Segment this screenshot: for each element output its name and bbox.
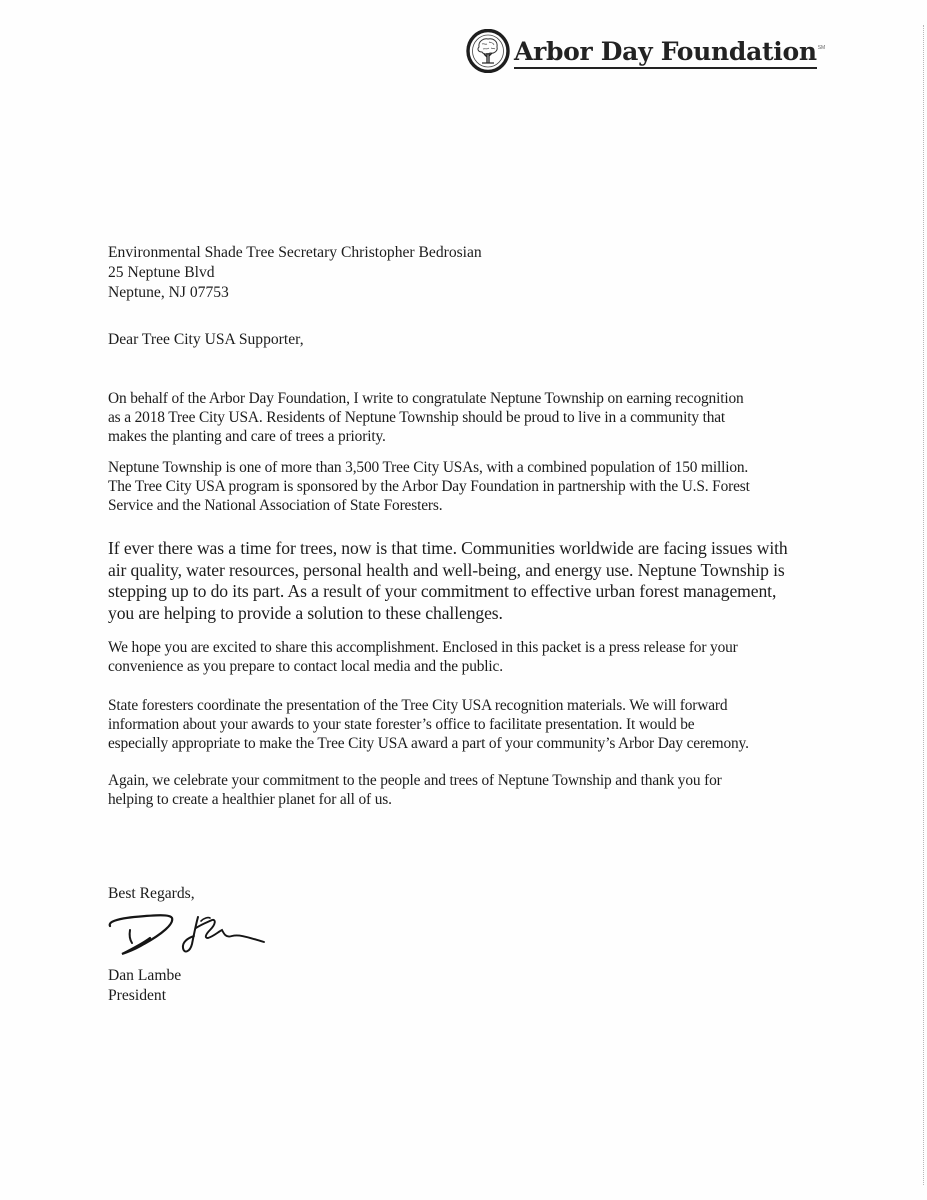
paragraph-line: helping to create a healthier planet for all of us. [108,791,392,809]
letterhead-logo [466,29,825,73]
tree-in-circle-icon [466,29,510,73]
closing [108,884,195,903]
paragraph-line: convenience as you prepare to contact local media and the public. [108,658,503,676]
paragraph-line: information about your awards to your state forester’s office to facilitate presentation. It would be [108,716,695,734]
paragraph-line: Again, we celebrate your commitment to the people and trees of Neptune Township and thank you for [108,772,722,789]
body-paragraph-5 [108,696,749,754]
recipient-line: Environmental Shade Tree Secretary Christopher Bedrosian [108,244,482,261]
paragraph-line: State foresters coordinate the presentation of the Tree City USA recognition materials. We will forward [108,697,728,714]
paragraph-line: you are helping to provide a solution to these challenges. [108,602,503,623]
paragraph-line: Neptune Township is one of more than 3,500 Tree City USAs, with a combined population of 150 million. [108,459,749,476]
organization-name: Arbor Day Foundation [514,38,817,69]
paragraph-line: If ever there was a time for trees, now is that time. Communities worldwide are facing issues with [108,538,788,558]
paragraph-line: as a 2018 Tree City USA. Residents of Neptune Township should be proud to live in a community that [108,409,726,427]
paragraph-line: air quality, water resources, personal health and well-being, and energy use. Neptune Township is [108,559,785,580]
body-paragraph-3 [108,538,788,624]
paragraph-line: stepping up to do its part. As a result of your commitment to effective urban forest management, [108,581,777,601]
body-paragraph-4 [108,638,738,676]
paragraph-line: makes the planting and care of trees a priority. [108,428,386,446]
paragraph-line: We hope you are excited to share this accomplishment. Enclosed in this packet is a press release for your [108,639,738,656]
handwritten-signature-icon [104,908,274,964]
salutation [108,330,304,349]
signer-block [108,966,181,1006]
recipient-address [108,243,482,302]
signer-title: President [108,987,167,1004]
paragraph-line: The Tree City USA program is sponsored by the Arbor Day Foundation in partnership with the U.S. Forest [108,478,750,496]
paragraph-line: especially appropriate to make the Tree City USA award a part of your community’s Arbor Day ceremony. [108,735,749,753]
signer-name: Dan Lambe [108,967,182,984]
recipient-line: Neptune, NJ 07753 [108,283,229,301]
paragraph-line: On behalf of the Arbor Day Foundation, I write to congratulate Neptune Township on earning recognition [108,390,744,407]
closing-text: Best Regards, [108,885,195,902]
scan-edge-line [923,25,925,1185]
body-paragraph-2 [108,458,750,516]
body-paragraph-6 [108,771,722,809]
salutation-text: Dear Tree City USA Supporter, [108,331,304,348]
recipient-line: 25 Neptune Blvd [108,263,215,281]
paragraph-line: Service and the National Association of State Foresters. [108,497,443,515]
service-mark: SM [817,45,826,51]
body-paragraph-1 [108,389,744,447]
